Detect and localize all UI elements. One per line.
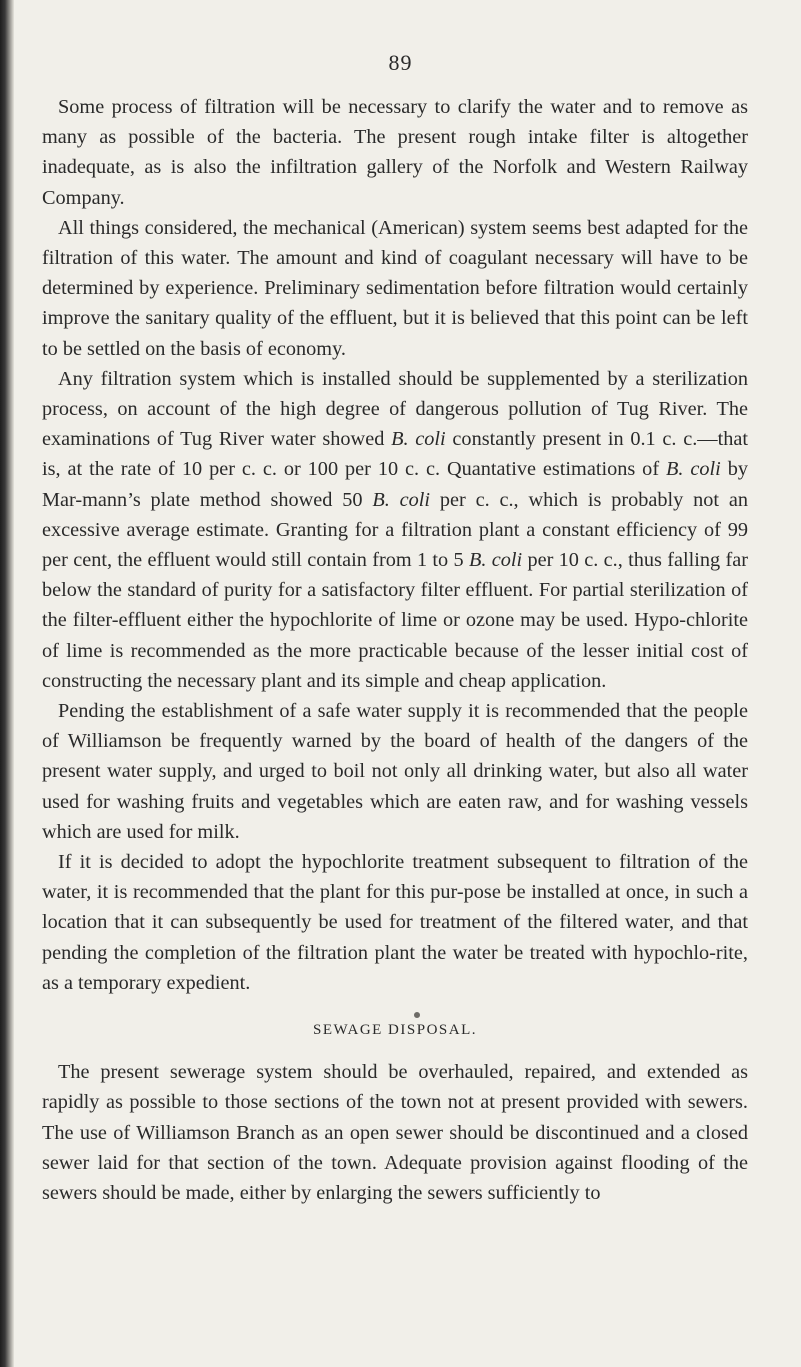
species-name: B. coli [468,549,523,572]
paragraph-sewerage-system [42,1057,748,1208]
paragraph-text: The present sewerage system should be overhauled, repaired, and extended as rapidly as possible to those sections of the town not at present provided with sewers. The use of Williamson Branch as an open sewer should be discontinued and a closed sewer laid for that section of the town. Adequate provision against flooding of the sewers should be made, either by enlarging the sewers sufficiently to [42,1061,748,1204]
paragraph-sterilization [42,364,748,696]
paragraph-text: per 10 c. c., thus falling far below the standard of purity for a satisfactory filter effluent. For partial sterilization of the filter-effluent either the hypochlorite of lime or ozone may be used. Hypo-chlorite of lime is recommended as the more practicable because of the lesser initial cost of constructing the necessary plant and its simple and cheap application. [42,549,748,692]
paragraph-hypochlorite-treatment [42,847,748,998]
paragraph-text: by Mar-mann’s plate method showed 50 [42,458,748,511]
body-text [42,92,748,1208]
species-name: B. coli [666,458,721,481]
page-binding-edge [0,0,14,1367]
section-heading-sewage-disposal [42,1012,748,1039]
ink-speck [414,1012,420,1018]
paragraph-text: If it is decided to adopt the hypochlorite treatment subsequent to filtration of the water, it is recommended that the plant for this pur-pose be installed at once, in such a location that it can subsequently be used for treatment of the filtered water, and that pending the completion of the filtration plant the water be treated with hypochlo-rite, as a temporary expedient. [42,851,748,994]
paragraph-text: Any filtration system which is installed should be supplemented by a sterilization process, on account of the high degree of dangerous pollution of Tug River. The examinations of Tug River water showed [42,367,748,451]
species-name: B. coli [391,428,446,451]
paragraph-text: constantly present in 0.1 c. c.—that is, at the rate of 10 per c. c. or 100 per 10 c. c. Quantative estimations of [42,428,748,481]
paragraph-text: Some process of filtration will be necessary to clarify the water and to remove as many as possible of the bacteria. The present rough intake filter is altogether inadequate, as is also the infiltration gallery of the Norfolk and Western Railway Company. [42,96,748,209]
paragraph-filtration-necessity [42,92,748,213]
paragraph-text: per c. c., which is probably not an excessive average estimate. Granting for a filtration plant a constant efficiency of 99 per cent, the effluent would still contain from 1 to 5 [42,488,748,572]
paragraph-text: Pending the establishment of a safe water supply it is recommended that the people of Williamson be frequently warned by the board of health of the dangers of the present water supply, and urged to boil not only all drinking water, but also all water used for washing fruits and vegetables which are eaten raw, and for washing vessels which are used for milk. [42,700,748,843]
species-name: B. coli [372,488,431,511]
paragraph-public-warning [42,696,748,847]
paragraph-text: All things considered, the mechanical (American) system seems best adapted for the filtration of this water. The amount and kind of coagulant necessary will have to be determined by experience. Preliminary sedimentation before filtration would certainly improve the sanitary quality of the effluent, but it is believed that this point can be left to be settled on the basis of economy. [42,216,748,360]
paragraph-mechanical-system [42,213,748,364]
section-heading-text: SEWAGE DISPOSAL. [312,1022,477,1039]
page-number: 89 [388,50,413,75]
